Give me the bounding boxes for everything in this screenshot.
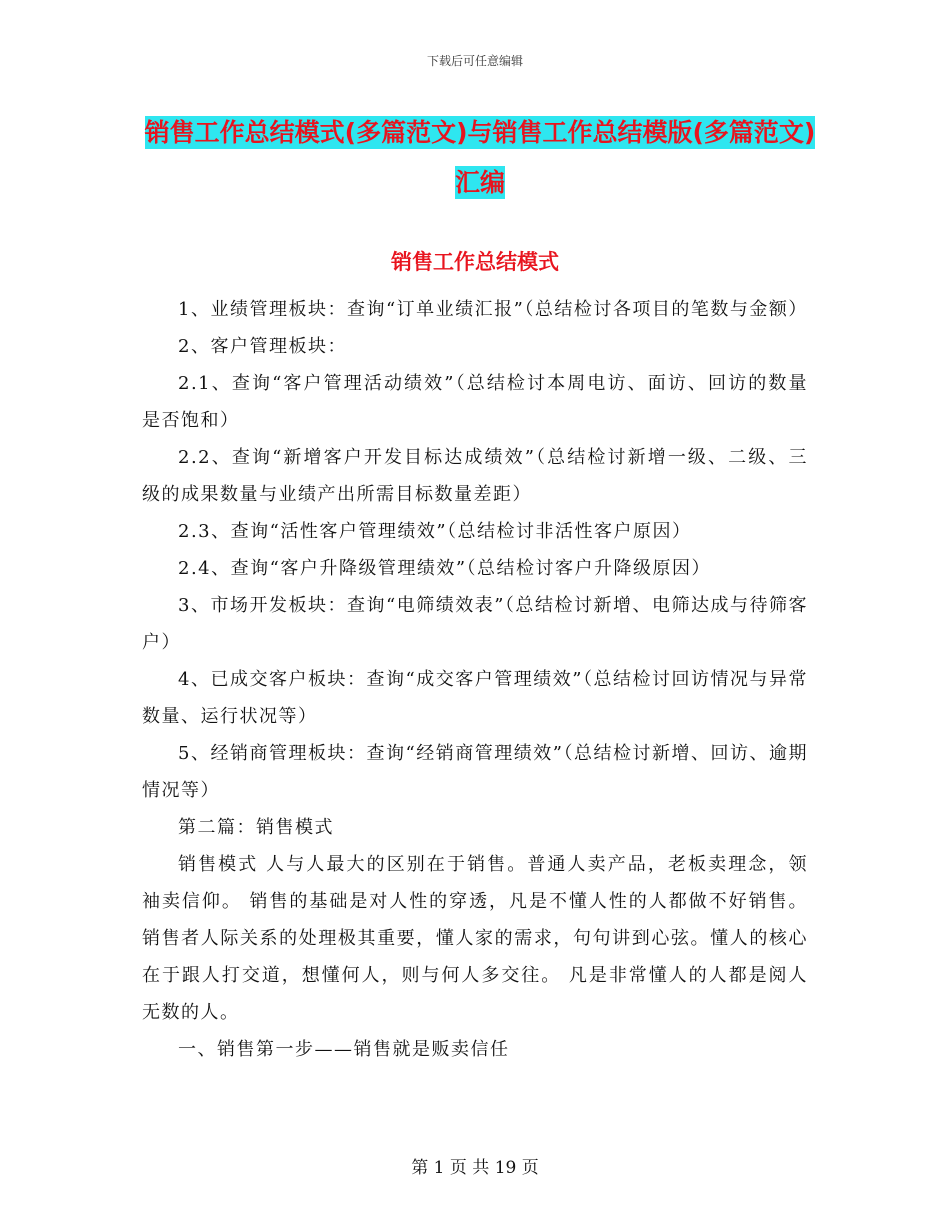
paragraph: 2.4、查询“客户升降级管理绩效”（总结检讨客户升降级原因） <box>178 558 712 579</box>
page-header-note: 下载后可任意编辑 <box>426 54 523 68</box>
paragraph: 销售模式 人与人最大的区别在于销售。普通人卖产品，老板卖理念，领袖卖信仰。 销售的基础是对人性的穿透，凡是不懂人性的人都做不好销售。销售者人际关系的处理极其重要，懂人家的需求，句句讲到心弦。懂人的核心在于跟人打交道，想懂何人，则与何人多交往。 凡是非常懂人的人都是阅人无数的人。 <box>142 854 808 1023</box>
paragraph: 2.3、查询“活性客户管理绩效”（总结检讨非活性客户原因） <box>178 521 692 542</box>
paragraph: 3、市场开发板块：查询“电筛绩效表”（总结检讨新增、电筛达成与待筛客户） <box>142 595 808 653</box>
paragraph: 5、经销商管理板块：查询“经销商管理绩效”（总结检讨新增、回访、逾期情况等） <box>142 743 808 801</box>
paragraph: 4、已成交客户板块：查询“成交客户管理绩效”（总结检讨回访情况与异常数量、运行状况等） <box>142 669 808 727</box>
page-number: 第 1 页 共 19 页 <box>411 1158 539 1178</box>
document-body <box>142 291 808 1068</box>
document-title-text: 销售工作总结模式(多篇范文)与销售工作总结模版(多篇范文)汇编 <box>144 118 816 197</box>
paragraph: 1、业绩管理板块：查询“订单业绩汇报”（总结检讨各项目的笔数与金额） <box>178 299 808 320</box>
paragraph: 2、客户管理板块： <box>178 336 347 357</box>
paragraph: 一、销售第一步——销售就是贩卖信任 <box>178 1039 510 1060</box>
paragraph: 2.2、查询“新增客户开发目标达成绩效”（总结检讨新增一级、二级、三级的成果数量与业绩产出所需目标数量差距） <box>142 447 808 505</box>
document-title <box>140 108 820 208</box>
section-title: 销售工作总结模式 <box>391 250 559 274</box>
paragraph: 第二篇：销售模式 <box>178 817 334 838</box>
paragraph: 2.1、查询“客户管理活动绩效”（总结检讨本周电访、面访、回访的数量是否饱和） <box>142 373 808 431</box>
